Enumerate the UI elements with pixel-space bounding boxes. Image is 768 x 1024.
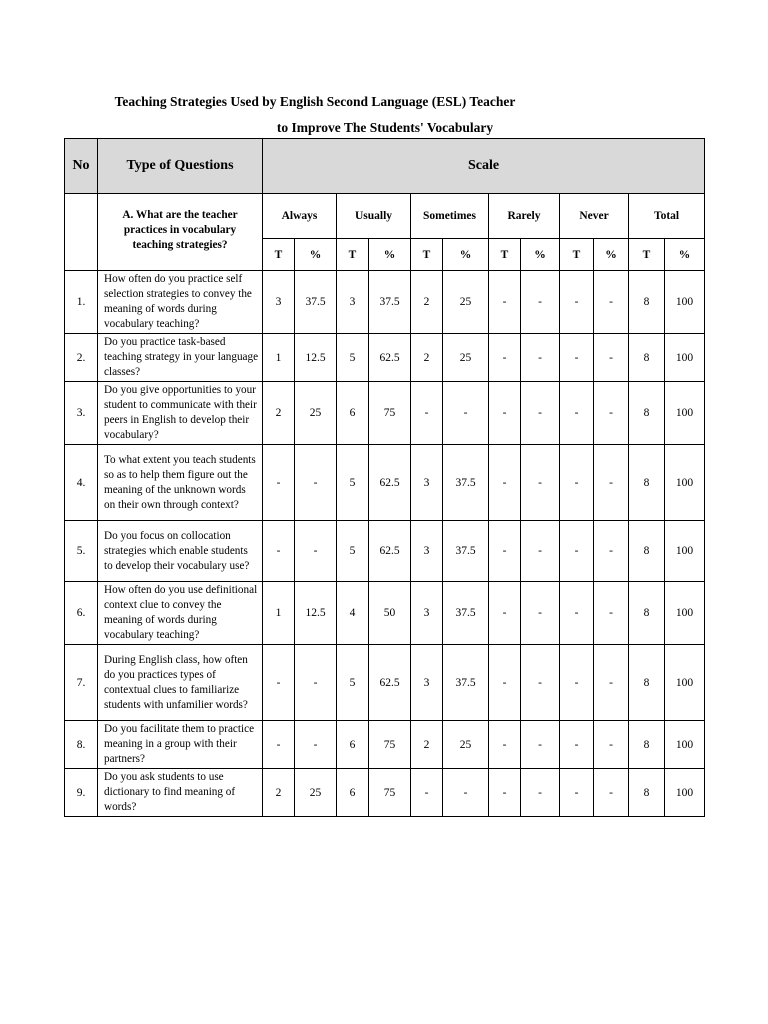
row-number: 1. xyxy=(65,271,98,334)
percent-cell: - xyxy=(295,721,337,769)
t-header: T xyxy=(337,239,369,271)
percent-cell: 100 xyxy=(665,721,705,769)
percent-cell: 37.5 xyxy=(443,521,489,582)
count-cell: 3 xyxy=(411,521,443,582)
count-cell: 8 xyxy=(629,382,665,445)
count-cell: - xyxy=(560,769,594,817)
question-text: During English class, how often do you practices types of contextual clues to familiarize students with unfamilier words? xyxy=(98,645,263,721)
count-cell: - xyxy=(263,445,295,521)
percent-cell: 75 xyxy=(369,769,411,817)
pct-header: % xyxy=(665,239,705,271)
percent-cell: 62.5 xyxy=(369,334,411,382)
percent-cell: 25 xyxy=(443,721,489,769)
percent-cell: 62.5 xyxy=(369,521,411,582)
percent-cell: 75 xyxy=(369,382,411,445)
percent-cell: - xyxy=(521,521,560,582)
scale-header-row xyxy=(65,194,705,239)
table-row xyxy=(65,334,705,382)
percent-cell: 25 xyxy=(295,769,337,817)
count-cell: 6 xyxy=(337,721,369,769)
t-header: T xyxy=(629,239,665,271)
percent-cell: 62.5 xyxy=(369,645,411,721)
percent-cell: - xyxy=(521,582,560,645)
question-text: How often do you use definitional context clue to convey the meaning of words during vocabulary teaching? xyxy=(98,582,263,645)
percent-cell: 50 xyxy=(369,582,411,645)
count-cell: 8 xyxy=(629,334,665,382)
count-cell: 3 xyxy=(337,271,369,334)
count-cell: 8 xyxy=(629,721,665,769)
percent-cell: 37.5 xyxy=(443,645,489,721)
percent-cell: - xyxy=(594,271,629,334)
t-header: T xyxy=(263,239,295,271)
table-row xyxy=(65,445,705,521)
t-header: T xyxy=(560,239,594,271)
count-cell: 3 xyxy=(263,271,295,334)
percent-cell: 37.5 xyxy=(369,271,411,334)
count-cell: 2 xyxy=(411,271,443,334)
t-header: T xyxy=(411,239,443,271)
scale-total: Total xyxy=(629,194,705,239)
count-cell: 8 xyxy=(629,645,665,721)
percent-cell: 37.5 xyxy=(295,271,337,334)
percent-cell: 100 xyxy=(665,521,705,582)
question-text: Do you facilitate them to practice meaning in a group with their partners? xyxy=(98,721,263,769)
count-cell: 1 xyxy=(263,582,295,645)
count-cell: - xyxy=(411,382,443,445)
count-cell: 5 xyxy=(337,521,369,582)
count-cell: 3 xyxy=(411,445,443,521)
scale-always: Always xyxy=(263,194,337,239)
percent-cell: 62.5 xyxy=(369,445,411,521)
count-cell: 6 xyxy=(337,769,369,817)
percent-cell: - xyxy=(521,334,560,382)
question-text: How often do you practice self selection strategies to convey the meaning of words during vocabulary teaching? xyxy=(98,271,263,334)
percent-cell: - xyxy=(443,382,489,445)
count-cell: - xyxy=(560,582,594,645)
percent-cell: 75 xyxy=(369,721,411,769)
percent-cell: 100 xyxy=(665,645,705,721)
table-row xyxy=(65,645,705,721)
count-cell: - xyxy=(263,645,295,721)
percent-cell: - xyxy=(594,334,629,382)
table-title-line1: Teaching Strategies Used by English Second Language (ESL) Teacher xyxy=(114,94,516,109)
percent-cell: - xyxy=(295,521,337,582)
section-no-cell xyxy=(65,194,98,271)
count-cell: - xyxy=(489,769,521,817)
percent-cell: - xyxy=(295,645,337,721)
table-row xyxy=(65,521,705,582)
pct-header: % xyxy=(295,239,337,271)
row-number: 6. xyxy=(65,582,98,645)
percent-cell: - xyxy=(521,382,560,445)
percent-cell: 25 xyxy=(443,271,489,334)
count-cell: - xyxy=(560,721,594,769)
percent-cell: 12.5 xyxy=(295,582,337,645)
row-number: 4. xyxy=(65,445,98,521)
count-cell: 5 xyxy=(337,645,369,721)
row-number: 9. xyxy=(65,769,98,817)
count-cell: - xyxy=(489,521,521,582)
header-row xyxy=(65,139,705,194)
percent-cell: - xyxy=(594,382,629,445)
percent-cell: - xyxy=(521,721,560,769)
pct-header: % xyxy=(521,239,560,271)
count-cell: - xyxy=(489,721,521,769)
count-cell: 8 xyxy=(629,445,665,521)
table-row xyxy=(65,721,705,769)
count-cell: 8 xyxy=(629,582,665,645)
count-cell: 2 xyxy=(411,334,443,382)
table-row xyxy=(65,769,705,817)
count-cell: 6 xyxy=(337,382,369,445)
question-text: Do you focus on collocation strategies which enable students to develop their vocabulary use? xyxy=(98,521,263,582)
t-header: T xyxy=(489,239,521,271)
percent-cell: - xyxy=(521,769,560,817)
question-text: Do you give opportunities to your student to communicate with their peers in English to develop their vocabulary? xyxy=(98,382,263,445)
row-number: 2. xyxy=(65,334,98,382)
percent-cell: 100 xyxy=(665,769,705,817)
count-cell: - xyxy=(560,334,594,382)
percent-cell: 25 xyxy=(295,382,337,445)
count-cell: - xyxy=(489,382,521,445)
percent-cell: - xyxy=(594,445,629,521)
survey-table xyxy=(64,138,705,817)
percent-cell: - xyxy=(594,721,629,769)
percent-cell: 25 xyxy=(443,334,489,382)
percent-cell: - xyxy=(594,521,629,582)
percent-cell: - xyxy=(443,769,489,817)
table-row xyxy=(65,271,705,334)
count-cell: 3 xyxy=(411,645,443,721)
count-cell: - xyxy=(263,521,295,582)
pct-header: % xyxy=(369,239,411,271)
percent-cell: - xyxy=(594,582,629,645)
count-cell: - xyxy=(560,271,594,334)
percent-cell: - xyxy=(521,645,560,721)
question-text: Do you practice task-based teaching strategy in your language classes? xyxy=(98,334,263,382)
count-cell: - xyxy=(411,769,443,817)
percent-cell: - xyxy=(594,769,629,817)
percent-cell: 100 xyxy=(665,582,705,645)
count-cell: 5 xyxy=(337,334,369,382)
table-body xyxy=(65,271,705,817)
percent-cell: - xyxy=(521,271,560,334)
percent-cell: - xyxy=(594,645,629,721)
section-heading: A. What are the teacher practices in vocabulary teaching strategies? xyxy=(98,194,263,271)
count-cell: 2 xyxy=(411,721,443,769)
row-number: 5. xyxy=(65,521,98,582)
count-cell: - xyxy=(489,445,521,521)
table-row xyxy=(65,582,705,645)
percent-cell: 12.5 xyxy=(295,334,337,382)
scale-never: Never xyxy=(560,194,629,239)
count-cell: - xyxy=(489,645,521,721)
count-cell: 3 xyxy=(411,582,443,645)
count-cell: 8 xyxy=(629,521,665,582)
count-cell: - xyxy=(560,645,594,721)
percent-cell: 100 xyxy=(665,382,705,445)
count-cell: 4 xyxy=(337,582,369,645)
col-header-type: Type of Questions xyxy=(98,139,263,194)
count-cell: - xyxy=(263,721,295,769)
count-cell: - xyxy=(560,382,594,445)
count-cell: 5 xyxy=(337,445,369,521)
percent-cell: - xyxy=(295,445,337,521)
table-title-line2: to Improve The Students' Vocabulary xyxy=(276,120,494,135)
percent-cell: 100 xyxy=(665,445,705,521)
count-cell: - xyxy=(489,582,521,645)
percent-cell: - xyxy=(521,445,560,521)
count-cell: 1 xyxy=(263,334,295,382)
row-number: 3. xyxy=(65,382,98,445)
percent-cell: 100 xyxy=(665,334,705,382)
row-number: 8. xyxy=(65,721,98,769)
scale-sometimes: Sometimes xyxy=(411,194,489,239)
count-cell: 8 xyxy=(629,769,665,817)
scale-usually: Usually xyxy=(337,194,411,239)
scale-rarely: Rarely xyxy=(489,194,560,239)
count-cell: - xyxy=(489,271,521,334)
pct-header: % xyxy=(594,239,629,271)
count-cell: 2 xyxy=(263,382,295,445)
percent-cell: 37.5 xyxy=(443,582,489,645)
table-row xyxy=(65,382,705,445)
col-header-scale: Scale xyxy=(263,139,705,194)
count-cell: 2 xyxy=(263,769,295,817)
row-number: 7. xyxy=(65,645,98,721)
count-cell: - xyxy=(560,521,594,582)
count-cell: - xyxy=(489,334,521,382)
col-header-no: No xyxy=(65,139,98,194)
question-text: To what extent you teach students so as to help them figure out the meaning of the unknown words on their own through context? xyxy=(98,445,263,521)
percent-cell: 100 xyxy=(665,271,705,334)
count-cell: 8 xyxy=(629,271,665,334)
question-text: Do you ask students to use dictionary to find meaning of words? xyxy=(98,769,263,817)
pct-header: % xyxy=(443,239,489,271)
percent-cell: 37.5 xyxy=(443,445,489,521)
count-cell: - xyxy=(560,445,594,521)
